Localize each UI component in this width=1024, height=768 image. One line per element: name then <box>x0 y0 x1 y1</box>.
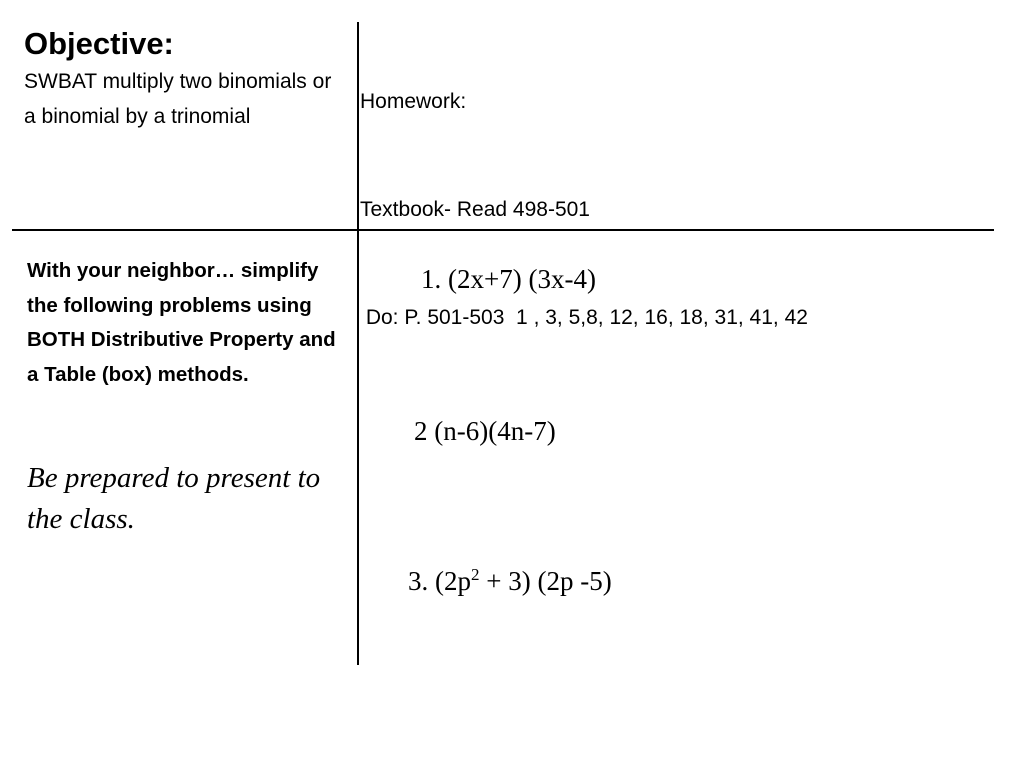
instructions-text: With your neighbor… simplify the following problems using BOTH Distributive Property and a Table (box) methods. <box>27 259 336 386</box>
homework-section <box>360 12 808 408</box>
prepare-note: Be prepared to present to the class. <box>27 462 321 535</box>
problem-3-exponent: 2 <box>471 565 480 584</box>
problem-2: 2 (n-6)(4n-7) <box>414 416 556 446</box>
vertical-divider <box>357 22 359 665</box>
problem-1: 1. (2x+7) (3x-4) <box>421 264 596 294</box>
homework-problems: Do: P. 501-503 1 , 3, 5,8, 12, 16, 18, 31, 41, 42 <box>360 306 808 329</box>
objective-section <box>24 26 344 134</box>
problem-3-end: + 3) (2p -5) <box>479 566 612 596</box>
objective-text: SWBAT multiply two binomials or a binomial by a trinomial <box>24 70 332 128</box>
homework-title: Homework: <box>360 90 467 113</box>
objective-title: Objective: <box>24 26 174 61</box>
problem-3-start: 3. (2p <box>408 566 471 596</box>
problem-3 <box>408 565 612 597</box>
homework-textbook: Textbook- Read 498-501 <box>360 198 590 221</box>
